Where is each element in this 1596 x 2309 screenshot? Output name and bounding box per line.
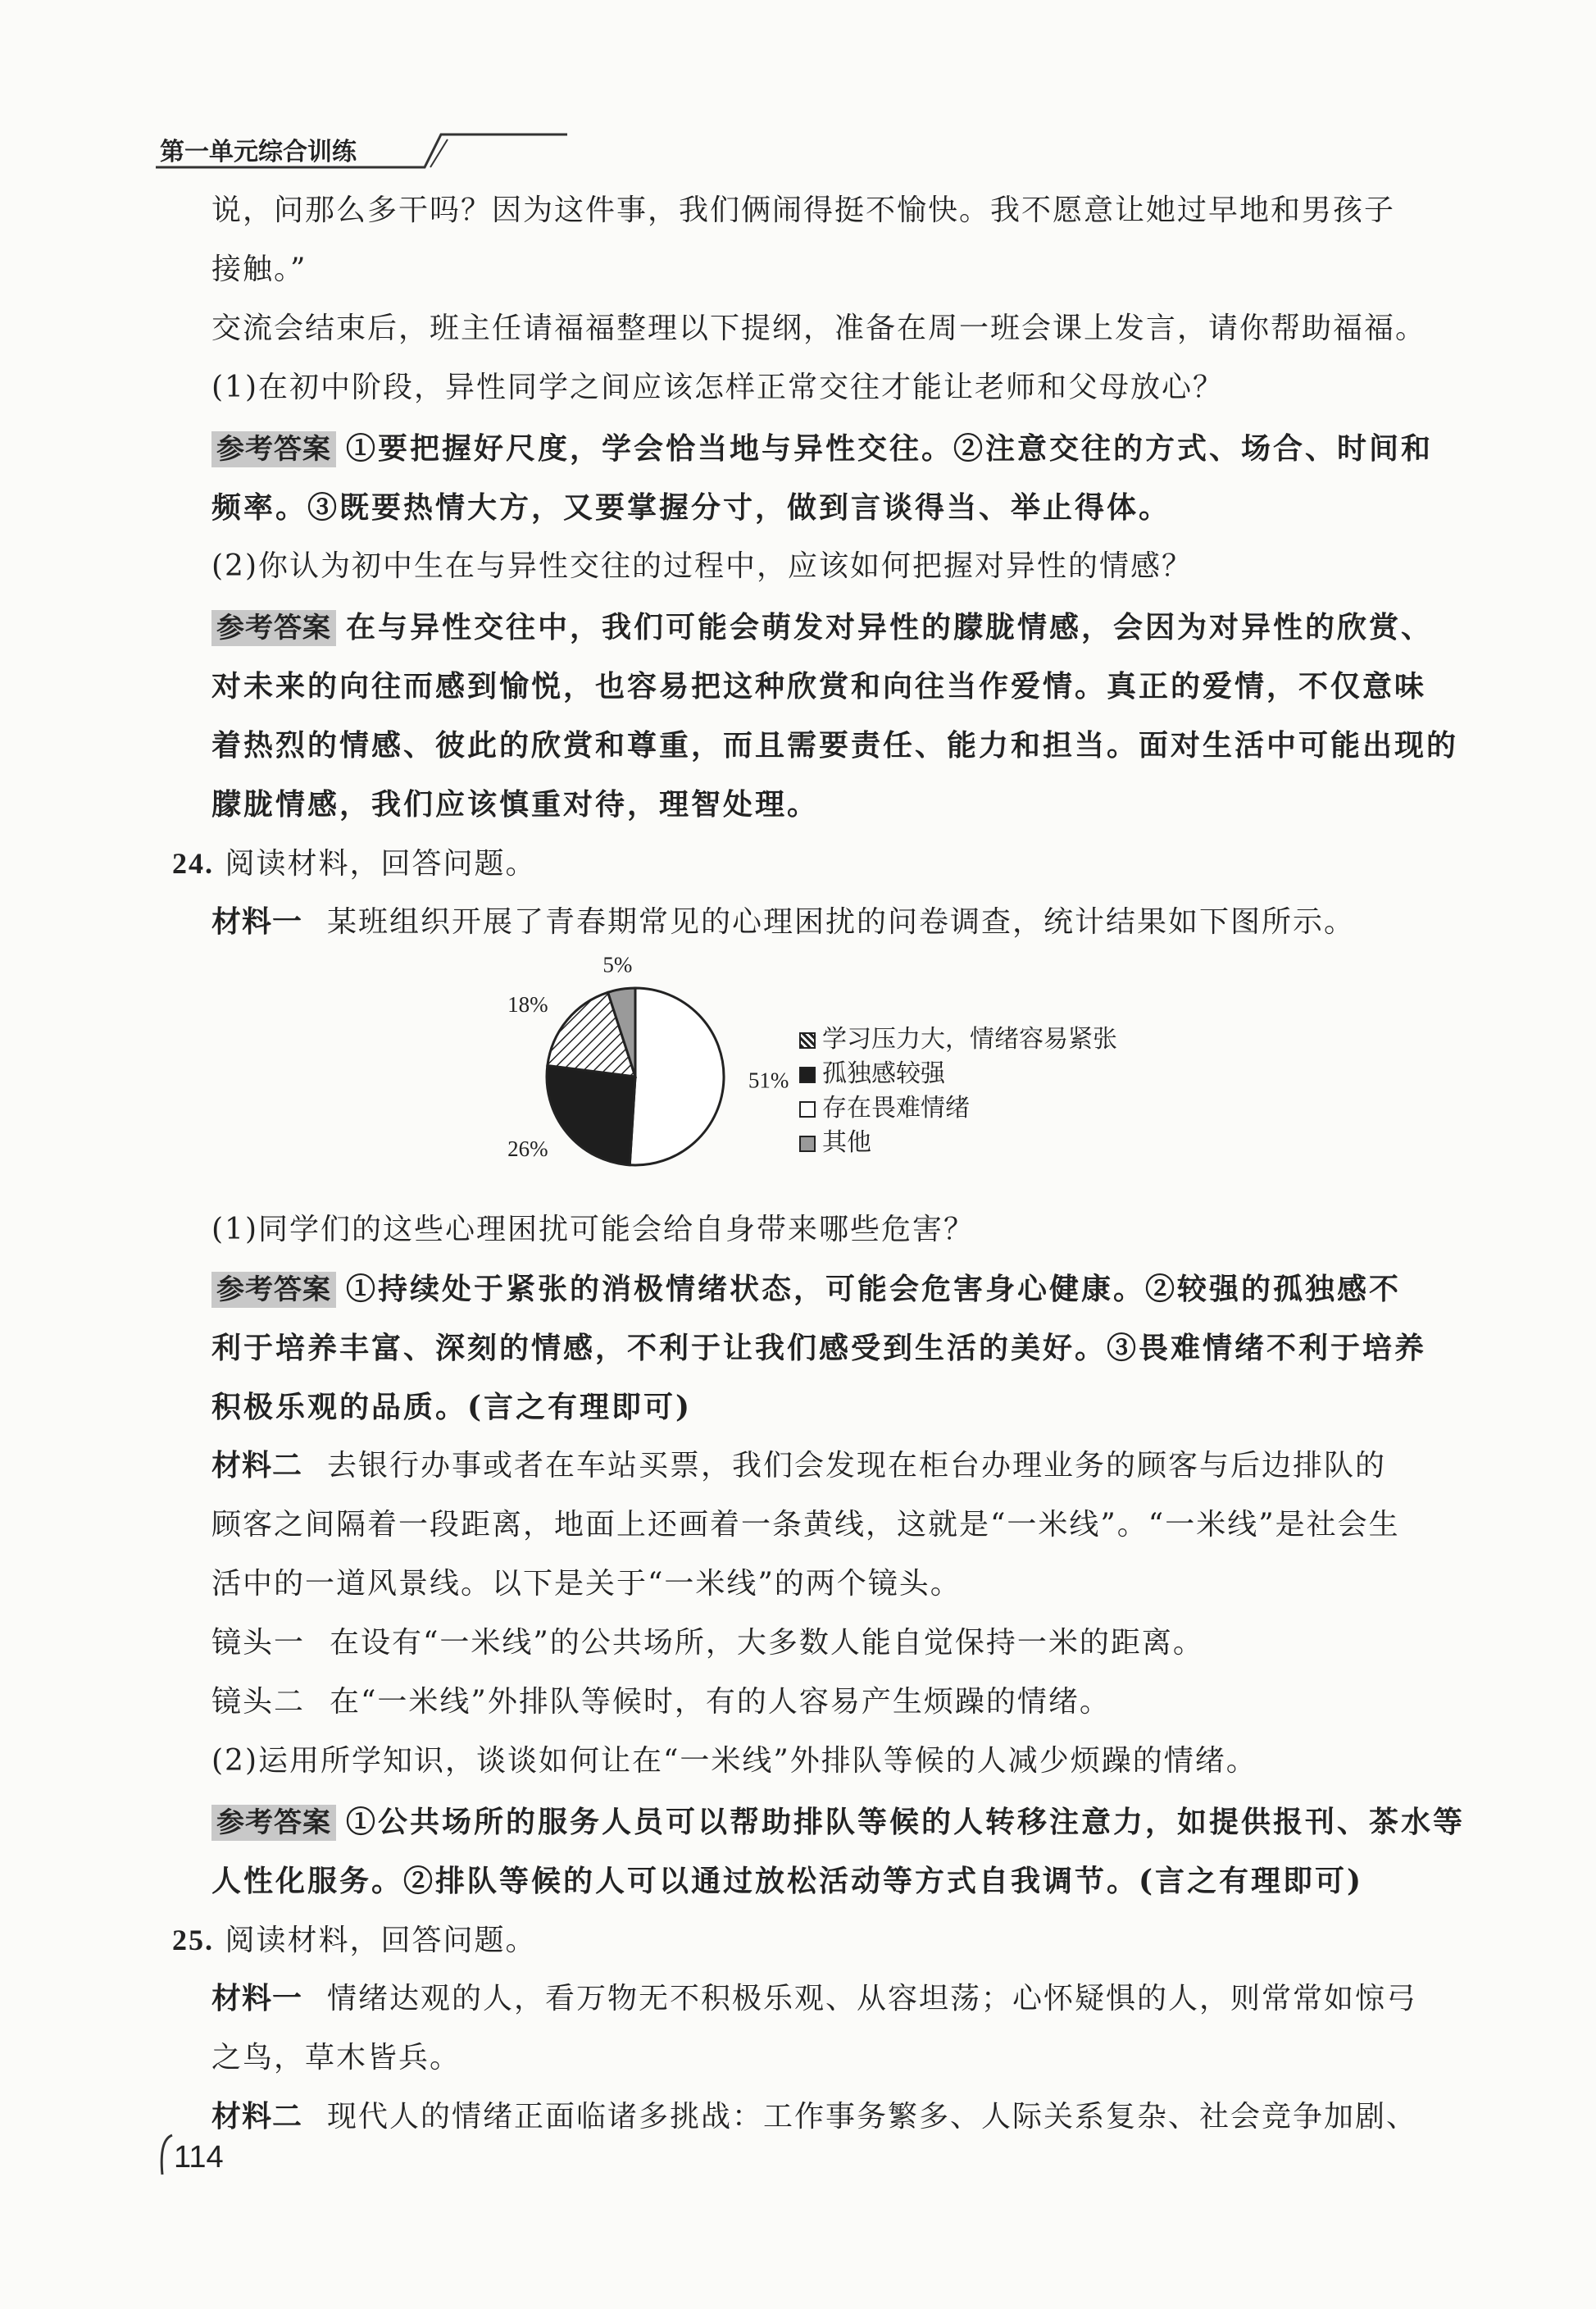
- legend-item: [799, 1053, 1117, 1087]
- material-text: 现代人的情绪正面临诸多挑战：工作事务繁多、人际关系复杂、社会竞争加剧、: [327, 2100, 1418, 2134]
- legend-swatch: [799, 1067, 816, 1083]
- question-line: (1)在初中阶段，异性同学之间应该怎样正常交往才能让老师和父母放心？: [211, 371, 1224, 404]
- scene-line: [211, 1684, 1457, 1720]
- legend-label: 存在畏难情绪: [822, 1094, 970, 1123]
- question-heading: [172, 845, 1418, 882]
- material-label: 材料一: [211, 1982, 303, 2015]
- material-label: 材料一: [211, 905, 303, 939]
- answer-tag: 参考答案: [211, 431, 336, 467]
- question-line: (2)运用所学知识，谈谈如何让在“一米线”外排队等候的人减少烦躁的情绪。: [211, 1744, 1257, 1778]
- material-line: [211, 1448, 1457, 1484]
- answer-tag: 参考答案: [211, 1805, 336, 1841]
- scene-text: 在设有“一米线”的公共场所，大多数人能自觉保持一米的距离。: [330, 1626, 1204, 1660]
- material-line: 之鸟，草木皆兵。: [211, 2041, 462, 2074]
- scene-label: 镜头一: [211, 1626, 306, 1660]
- answer-line: [211, 1804, 1466, 1841]
- question-number: 25.: [172, 1924, 214, 1956]
- scene-label: 镜头二: [211, 1685, 306, 1719]
- answer-line: 积极乐观的品质。(言之有理即可): [211, 1390, 693, 1424]
- section-title: 第一单元综合训练: [160, 138, 357, 166]
- answer-tag: 参考答案: [211, 610, 336, 646]
- legend-item: [799, 1087, 1117, 1122]
- legend-swatch: [799, 1032, 816, 1049]
- answer-line: 人性化服务。②排队等候的人可以通过放松活动等方式自我调节。(言之有理即可): [211, 1864, 1364, 1898]
- text-line: 交流会结束后，班主任请福福整理以下提纲，准备在周一班会课上发言，请你帮助福福。: [211, 312, 1427, 345]
- answer-line: 利于培养丰富、深刻的情感，不利于让我们感受到生活的美好。③畏难情绪不利于培养: [211, 1331, 1427, 1365]
- text-line: 接触。”: [211, 253, 307, 286]
- page-number: 114: [174, 2140, 224, 2175]
- answer-line: [211, 1271, 1457, 1308]
- pie-slice: [630, 988, 724, 1165]
- answer-text: ①要把握好尺度，学会恰当地与异性交往。②注意交往的方式、场合、时间和: [346, 431, 1434, 466]
- material-text: 某班组织开展了青春期常见的心理困扰的问卷调查，统计结果如下图所示。: [327, 905, 1356, 939]
- material-text: 去银行办事或者在车站买票，我们会发现在柜台办理业务的顾客与后边排队的: [327, 1449, 1387, 1482]
- material-line: [211, 904, 1457, 940]
- answer-tag: 参考答案: [211, 1272, 336, 1308]
- material-line: [211, 1981, 1457, 2017]
- answer-text: ①公共场所的服务人员可以帮助排队等候的人转移注意力，如提供报刊、茶水等: [346, 1805, 1466, 1839]
- material-text: 情绪达观的人，看万物无不积极乐观、从容坦荡；心怀疑惧的人，则常常如惊弓: [327, 1982, 1418, 2015]
- material-label: 材料二: [211, 2100, 303, 2134]
- material-line: [211, 2099, 1457, 2135]
- legend-label: 学习压力大，情绪容易紧张: [822, 1025, 1117, 1054]
- question-text: 阅读材料，回答问题。: [225, 847, 537, 881]
- answer-line: [211, 609, 1457, 646]
- answer-line: 朦胧情感，我们应该慎重对待，理智处理。: [211, 787, 820, 822]
- answer-line: [211, 430, 1457, 467]
- question-number: 24.: [172, 847, 214, 880]
- pie-value-label: 51%: [748, 1068, 789, 1093]
- answer-line: 着热烈的情感、彼此的欣赏和尊重，而且需要责任、能力和担当。面对生活中可能出现的: [211, 728, 1459, 763]
- legend-label: 其他: [822, 1128, 871, 1157]
- question-line: (1)同学们的这些心理困扰可能会给自身带来哪些危害？: [211, 1213, 975, 1246]
- question-heading: [172, 1922, 1418, 1959]
- answer-text: 在与异性交往中，我们可能会萌发对异性的朦胧情感，会因为对异性的欣赏、: [346, 610, 1434, 644]
- scene-line: [211, 1625, 1457, 1661]
- answer-line: 对未来的向往而感到愉悦，也容易把这种欣赏和向往当作爱情。真正的爱情，不仅意味: [211, 669, 1427, 704]
- legend-swatch: [799, 1101, 816, 1118]
- question-line: (2)你认为初中生在与异性交往的过程中，应该如何把握对异性的情感？: [211, 549, 1193, 583]
- legend-label: 孤独感较强: [822, 1059, 945, 1088]
- material-line: 顾客之间隔着一段距离，地面上还画着一条黄线，这就是“一米线”。“一米线”是社会生: [211, 1508, 1400, 1542]
- pie-value-label: 26%: [507, 1136, 548, 1161]
- material-line: 活中的一道风景线。以下是关于“一米线”的两个镜头。: [211, 1567, 962, 1601]
- legend-item: [799, 1018, 1117, 1053]
- pie-value-label: 18%: [507, 992, 548, 1018]
- question-text: 阅读材料，回答问题。: [225, 1924, 537, 1957]
- pie-slice: [547, 1065, 635, 1164]
- scene-text: 在“一米线”外排队等候时，有的人容易产生烦躁的情绪。: [330, 1685, 1111, 1719]
- pie-chart: [507, 952, 1164, 1181]
- legend-item: [799, 1122, 1117, 1156]
- answer-text: ①持续处于紧张的消极情绪状态，可能会危害身心健康。②较强的孤独感不: [346, 1272, 1402, 1306]
- legend-swatch: [799, 1136, 816, 1152]
- material-label: 材料二: [211, 1449, 303, 1482]
- header-rule: [148, 123, 574, 172]
- text-line: 说，问那么多干吗？因为这件事，我们俩闹得挺不愉快。我不愿意让她过早地和男孩子: [211, 194, 1396, 227]
- pie-value-label: 5%: [602, 952, 633, 977]
- answer-line: 频率。③既要热情大方，又要掌握分寸，做到言谈得当、举止得体。: [211, 490, 1171, 525]
